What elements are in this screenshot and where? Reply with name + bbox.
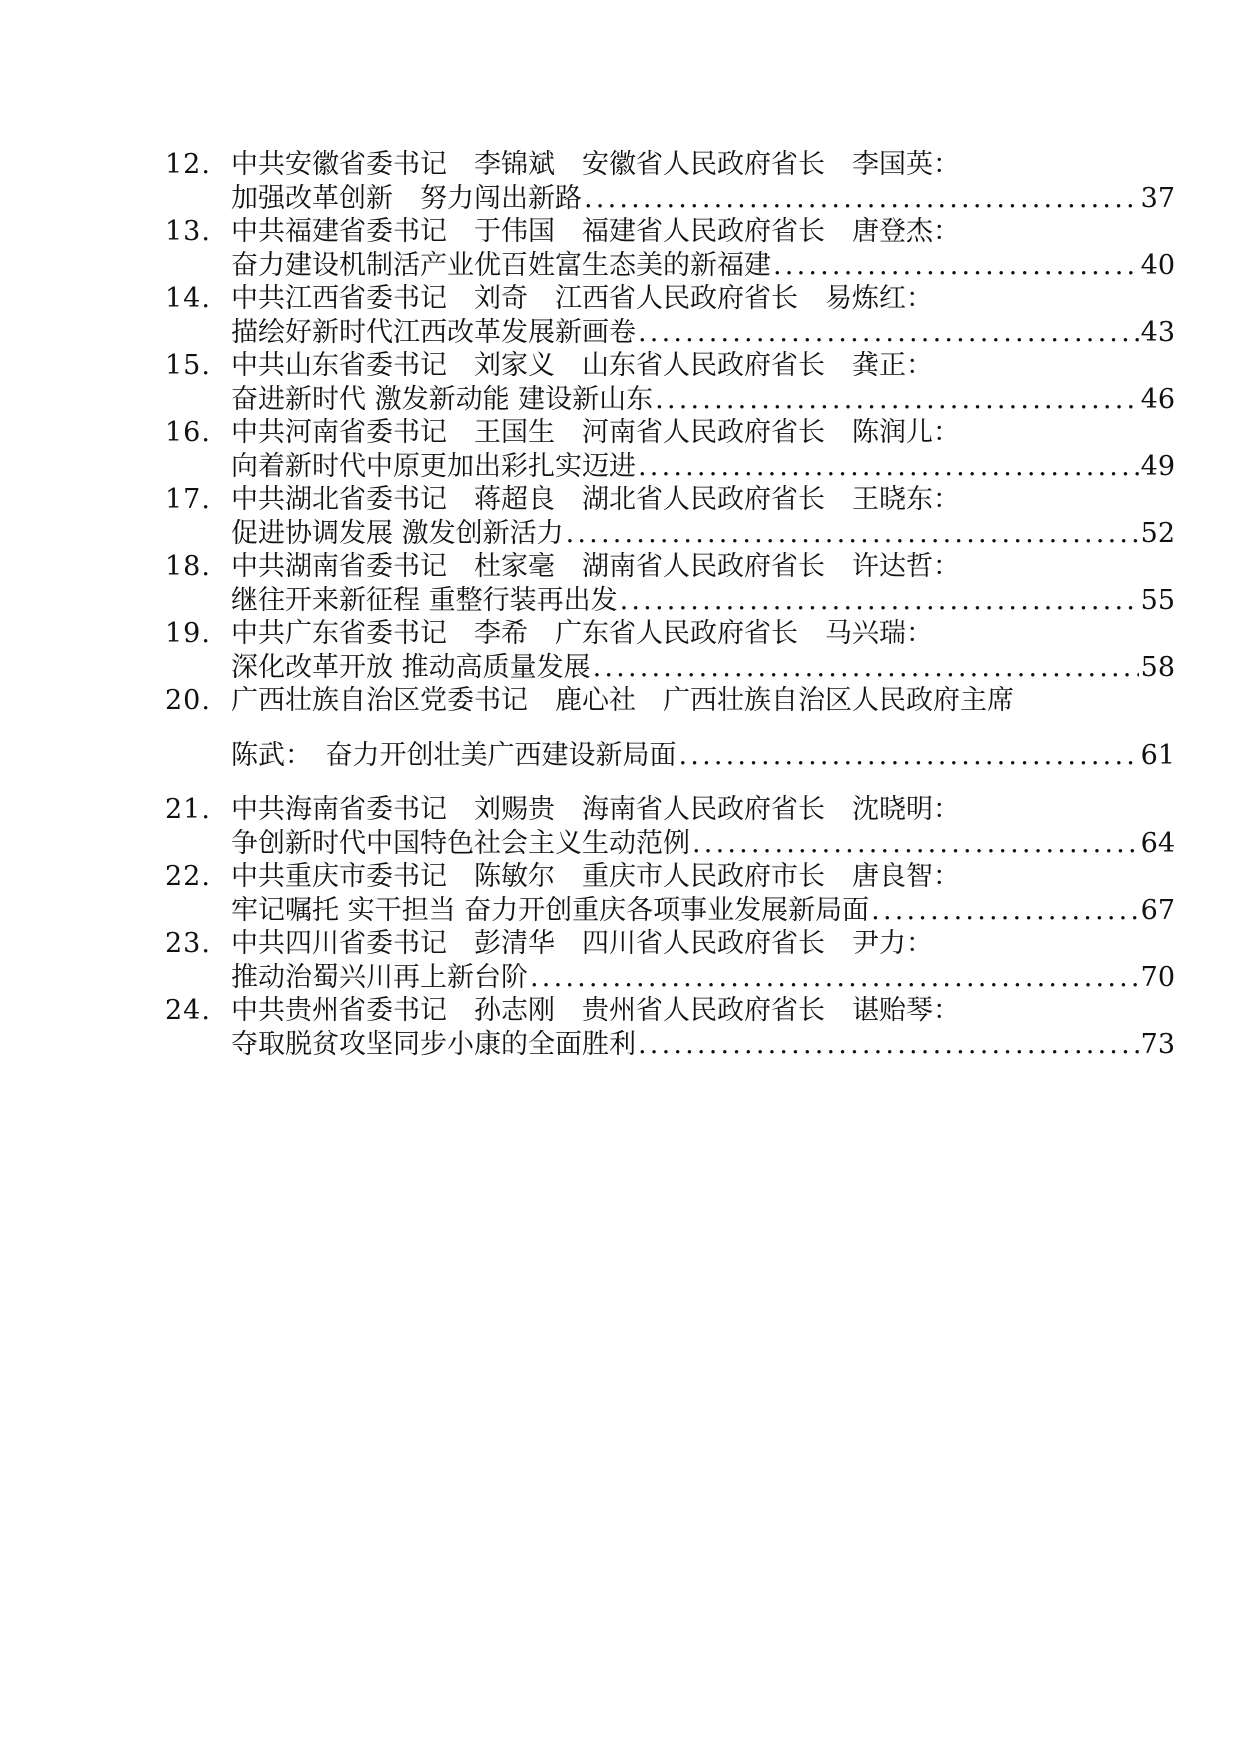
dot-leader — [638, 1028, 1139, 1062]
entry-heading: 中共湖北省委书记 蒋超良 湖北省人民政府省长 王晓东： — [231, 484, 960, 515]
entry-number: 23. — [165, 928, 211, 959]
entry-page-number: 67 — [1140, 894, 1175, 926]
entry-page-number: 64 — [1140, 827, 1175, 859]
dot-leader — [679, 739, 1139, 773]
entry-page-number: 37 — [1140, 182, 1175, 214]
entry-title-line — [231, 651, 1175, 685]
dot-leader — [593, 651, 1139, 685]
toc-entry-16[interactable] — [165, 416, 1175, 483]
entry-number: 16. — [165, 417, 211, 448]
dot-leader — [655, 383, 1138, 417]
entry-heading: 中共广东省委书记 李希 广东省人民政府省长 马兴瑞： — [231, 618, 933, 649]
dot-leader — [692, 827, 1139, 861]
dot-leader — [566, 517, 1139, 551]
entry-heading: 中共四川省委书记 彭清华 四川省人民政府省长 尹力： — [231, 928, 933, 959]
toc-entry-15[interactable] — [165, 349, 1175, 416]
entry-page-number: 49 — [1140, 450, 1175, 482]
entry-title-line — [231, 584, 1175, 618]
entry-number: 21. — [165, 794, 211, 825]
entry-title-line — [231, 961, 1175, 995]
toc-entry-21[interactable] — [165, 793, 1175, 860]
entry-title: 奋力建设机制活产业优百姓富生态美的新福建 — [231, 249, 771, 281]
entry-number: 17. — [165, 484, 211, 515]
entry-title: 夺取脱贫攻坚同步小康的全面胜利 — [231, 1028, 636, 1060]
entry-number: 14. — [165, 283, 211, 314]
entry-number: 13. — [165, 216, 211, 247]
entry-title-line — [231, 316, 1175, 350]
entry-number: 19. — [165, 618, 211, 649]
entry-page-number: 73 — [1140, 1028, 1175, 1060]
entry-title: 陈武： 奋力开创壮美广西建设新局面 — [231, 739, 677, 771]
toc-entry-14[interactable] — [165, 282, 1175, 349]
entry-title: 加强改革创新 努力闯出新路 — [231, 182, 582, 214]
entry-title-line — [231, 517, 1175, 551]
entry-title-line — [231, 739, 1175, 773]
entry-heading: 中共福建省委书记 于伟国 福建省人民政府省长 唐登杰： — [231, 216, 960, 247]
entry-page-number: 58 — [1140, 651, 1175, 683]
toc-entry-23[interactable] — [165, 927, 1175, 994]
entry-page-number: 52 — [1140, 517, 1175, 549]
toc-entry-12[interactable] — [165, 148, 1175, 215]
dot-leader — [871, 894, 1138, 928]
entry-heading: 广西壮族自治区党委书记 鹿心社 广西壮族自治区人民政府主席 — [231, 685, 1014, 716]
toc-entry-17[interactable] — [165, 483, 1175, 550]
entry-number: 20. — [165, 685, 211, 716]
dot-leader — [530, 961, 1139, 995]
entry-page-number: 40 — [1140, 249, 1175, 281]
entry-heading: 中共海南省委书记 刘赐贵 海南省人民政府省长 沈晓明： — [231, 794, 960, 825]
entry-title-line — [231, 182, 1175, 216]
entry-title: 继往开来新征程 重整行装再出发 — [231, 584, 618, 616]
toc-entry-18[interactable] — [165, 550, 1175, 617]
entry-number: 18. — [165, 551, 211, 582]
toc-entry-13[interactable] — [165, 215, 1175, 282]
entry-title: 深化改革开放 推动高质量发展 — [231, 651, 591, 683]
entry-title-line — [231, 383, 1175, 417]
entry-title-line — [231, 894, 1175, 928]
entry-title: 奋进新时代 激发新动能 建设新山东 — [231, 383, 654, 415]
entry-page-number: 43 — [1140, 316, 1175, 348]
entry-title-line — [231, 249, 1175, 283]
entry-title: 描绘好新时代江西改革发展新画卷 — [231, 316, 636, 348]
entry-title: 促进协调发展 激发创新活力 — [231, 517, 564, 549]
entry-page-number: 70 — [1140, 961, 1175, 993]
toc-entry-24[interactable] — [165, 994, 1175, 1061]
entry-title: 牢记嘱托 实干担当 奋力开创重庆各项事业发展新局面 — [231, 894, 870, 926]
entry-heading: 中共湖南省委书记 杜家毫 湖南省人民政府省长 许达哲： — [231, 551, 960, 582]
entry-heading: 中共江西省委书记 刘奇 江西省人民政府省长 易炼红： — [231, 283, 933, 314]
toc-entry-19[interactable] — [165, 617, 1175, 684]
dot-leader — [773, 249, 1139, 283]
entry-title: 向着新时代中原更加出彩扎实迈进 — [231, 450, 636, 482]
entry-heading: 中共重庆市委书记 陈敏尔 重庆市人民政府市长 唐良智： — [231, 861, 960, 892]
entry-number: 15. — [165, 350, 211, 381]
entry-heading: 中共河南省委书记 王国生 河南省人民政府省长 陈润儿： — [231, 417, 960, 448]
dot-leader — [638, 316, 1139, 350]
entry-title: 争创新时代中国特色社会主义生动范例 — [231, 827, 690, 859]
entry-number: 22. — [165, 861, 211, 892]
toc-entry-20[interactable] — [165, 684, 1175, 772]
entry-number: 12. — [165, 149, 211, 180]
toc-entry-22[interactable] — [165, 860, 1175, 927]
dot-leader — [638, 450, 1139, 484]
table-of-contents — [165, 148, 1175, 1061]
entry-title-line — [231, 1028, 1175, 1062]
entry-page-number: 61 — [1140, 739, 1175, 771]
entry-heading: 中共贵州省委书记 孙志刚 贵州省人民政府省长 谌贻琴： — [231, 995, 960, 1026]
entry-heading: 中共山东省委书记 刘家义 山东省人民政府省长 龚正： — [231, 350, 933, 381]
entry-title: 推动治蜀兴川再上新台阶 — [231, 961, 528, 993]
dot-leader — [620, 584, 1139, 618]
entry-heading: 中共安徽省委书记 李锦斌 安徽省人民政府省长 李国英： — [231, 149, 960, 180]
entry-number: 24. — [165, 995, 211, 1026]
entry-page-number: 55 — [1140, 584, 1175, 616]
entry-title-line — [231, 450, 1175, 484]
entry-title-line — [231, 827, 1175, 861]
dot-leader — [584, 182, 1139, 216]
entry-page-number: 46 — [1140, 383, 1175, 415]
